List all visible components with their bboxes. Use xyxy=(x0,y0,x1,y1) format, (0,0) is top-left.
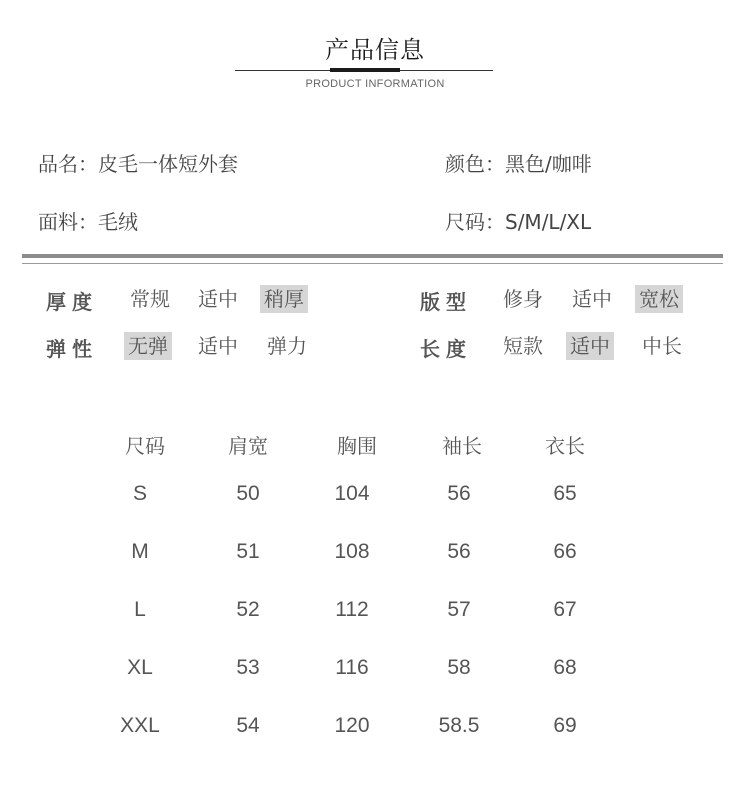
table-cell: 50 xyxy=(236,482,260,505)
attr-elasticity-option-1: 无弹 xyxy=(124,332,172,360)
table-cell: 52 xyxy=(236,598,260,621)
attr-length-label: 长度 xyxy=(420,337,472,361)
attr-elasticity-option-2: 适中 xyxy=(198,334,238,358)
page-title: 产品信息 xyxy=(325,36,425,64)
attr-length-option-2: 适中 xyxy=(566,332,614,360)
product-color: 颜色：黑色/咖啡 xyxy=(445,152,592,176)
table-cell: 51 xyxy=(236,540,260,563)
attr-fit-label: 版型 xyxy=(420,290,472,314)
table-header-chest: 胸围 xyxy=(337,434,377,458)
table-header-sleeve: 袖长 xyxy=(442,434,482,458)
table-header-length: 衣长 xyxy=(545,434,585,458)
page-subtitle: PRODUCT INFORMATION xyxy=(305,78,445,90)
table-cell: 53 xyxy=(236,656,260,679)
table-cell: M xyxy=(131,540,149,563)
table-cell: 67 xyxy=(553,598,577,621)
table-cell: 54 xyxy=(236,714,260,737)
attr-fit-option-1: 修身 xyxy=(503,287,543,311)
table-cell: 56 xyxy=(447,482,471,505)
attr-thickness-option-1: 常规 xyxy=(130,287,170,311)
attr-fit-option-3: 宽松 xyxy=(635,285,683,313)
table-cell: 58.5 xyxy=(438,714,480,737)
attr-fit-option-2: 适中 xyxy=(572,287,612,311)
table-cell: 69 xyxy=(553,714,577,737)
attr-elasticity-label: 弹性 xyxy=(46,337,98,361)
table-cell: 66 xyxy=(553,540,577,563)
table-cell: L xyxy=(134,598,146,621)
table-cell: 108 xyxy=(334,540,370,563)
attr-elasticity-option-3: 弹力 xyxy=(267,334,307,358)
attr-thickness-label: 厚度 xyxy=(46,290,98,314)
table-cell: 112 xyxy=(335,598,369,621)
table-cell: 120 xyxy=(334,714,370,737)
product-size: 尺码：S/M/L/XL xyxy=(445,210,592,234)
table-cell: 68 xyxy=(553,656,577,679)
attr-thickness-option-3: 稍厚 xyxy=(260,285,308,313)
product-fabric: 面料：毛绒 xyxy=(38,210,138,234)
table-cell: 58 xyxy=(447,656,471,679)
attr-length-option-3: 中长 xyxy=(642,334,682,358)
section-divider xyxy=(22,254,723,258)
product-name: 品名：皮毛一体短外套 xyxy=(38,152,238,176)
table-header-size: 尺码 xyxy=(125,434,165,458)
table-cell: 56 xyxy=(447,540,471,563)
table-cell: 116 xyxy=(335,656,369,679)
table-cell: 104 xyxy=(334,482,370,505)
table-cell: XXL xyxy=(120,714,160,737)
table-cell: 65 xyxy=(553,482,577,505)
table-header-shoulder: 肩宽 xyxy=(228,434,268,458)
title-underline-accent xyxy=(330,68,400,72)
attr-length-option-1: 短款 xyxy=(503,334,543,358)
section-divider-thin xyxy=(22,263,723,264)
table-cell: 57 xyxy=(447,598,471,621)
attr-thickness-option-2: 适中 xyxy=(198,287,238,311)
table-cell: S xyxy=(132,482,147,505)
table-cell: XL xyxy=(127,656,153,679)
